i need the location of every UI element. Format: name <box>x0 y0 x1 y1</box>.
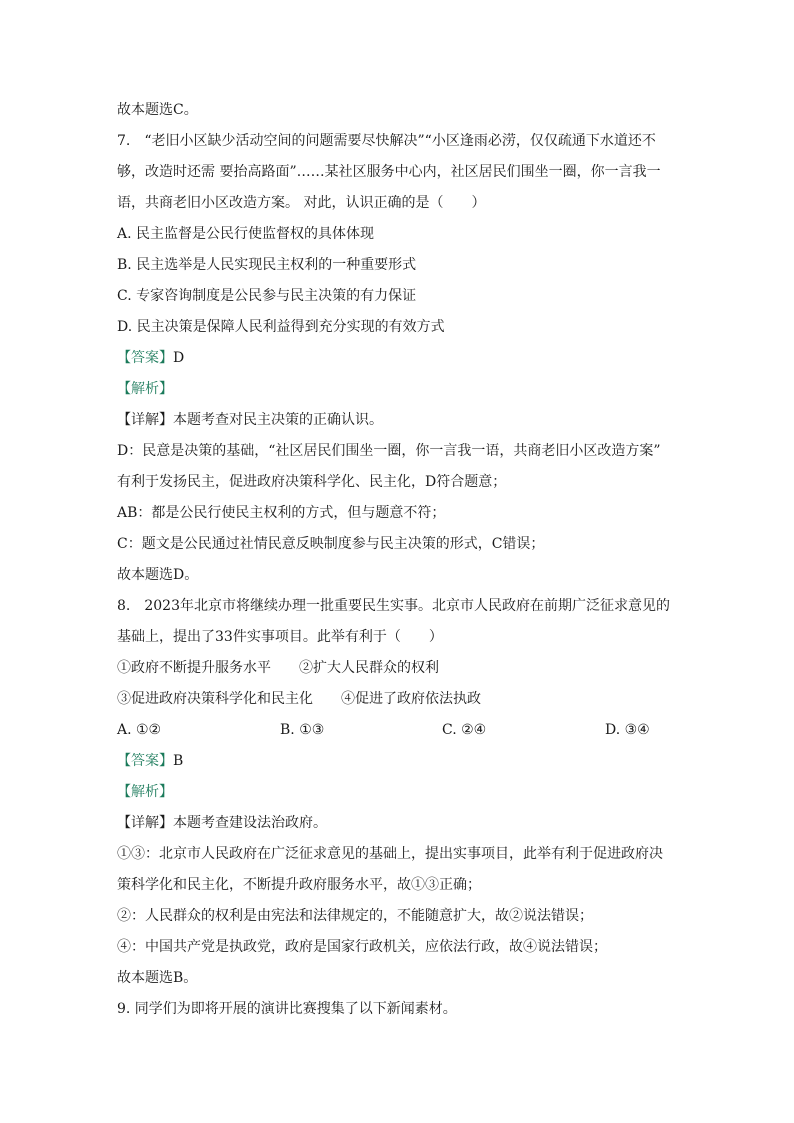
q7-stem-line: 7. “老旧小区缺少活动空间的问题需要尽快解决”“小区逢雨必涝，仅仅疏通下水道还不 <box>117 133 656 149</box>
q8-explanation-13: ①③：北京市人民政府在广泛征求意见的基础上，提出实事项目，此举有利于促进政府决 <box>117 846 663 862</box>
question-8 <box>117 596 682 988</box>
analysis-label: 【解析】 <box>117 381 173 397</box>
q7-answer <box>117 348 682 368</box>
q7-option-b: B. 民主选举是人民实现民主权利的一种重要形式 <box>117 257 417 273</box>
q9-stem-line: 9. 同学们为即将开展的演讲比赛搜集了以下新闻素材。 <box>117 1001 457 1017</box>
q8-analysis-label <box>117 782 682 802</box>
q7-option-c: C. 专家咨询制度是公民参与民主决策的有力保证 <box>117 288 417 304</box>
answer-value: B <box>173 753 184 769</box>
q8-explanation-4: ④：中国共产党是执政党，政府是国家行政机关，应依法行政，故④说法错误； <box>117 939 607 955</box>
q8-statements: ①政府不断提升服务水平 ②扩大人民群众的权利 <box>117 660 439 676</box>
detail-text: 本题考查建设法治政府。 <box>173 815 327 831</box>
q8-choice-b: B. ①③ <box>280 722 325 738</box>
q7-stem-line: 够，改造时还需 要抬高路面”……某社区服务中心内，社区居民们围坐一圈，你一言我一 <box>117 164 661 180</box>
q8-choice-a: A. ①② <box>117 722 162 738</box>
q8-detail <box>117 813 682 833</box>
q8-stem-line: 基础上，提出了33件实事项目。此举有利于（ ） <box>117 629 443 645</box>
q8-choices <box>117 720 667 740</box>
detail-text: 本题考查对民主决策的正确认识。 <box>173 412 383 428</box>
q7-analysis-label <box>117 379 682 399</box>
q7-explanation-d: 有利于发扬民主，促进政府决策科学化、民主化，D符合题意； <box>117 474 507 490</box>
answer-label: 【答案】 <box>117 350 173 366</box>
question-7 <box>117 131 682 585</box>
detail-label: 【详解】 <box>117 815 173 831</box>
q6-conclusion: 故本题选C。 <box>117 102 198 118</box>
q7-option-d: D. 民主决策是保障人民利益得到充分实现的有效方式 <box>117 319 445 335</box>
q8-choice-c: C. ②④ <box>442 722 487 738</box>
q7-explanation-c: C：题文是公民通过社情民意反映制度参与民主决策的形式，C错误； <box>117 536 545 552</box>
q8-statements: ③促进政府决策科学化和民主化 ④促进了政府依法执政 <box>117 691 481 707</box>
q8-conclusion: 故本题选B。 <box>117 970 198 986</box>
q7-option-a: A. 民主监督是公民行使监督权的具体体现 <box>117 226 375 242</box>
answer-label: 【答案】 <box>117 753 173 769</box>
answer-value: D <box>173 350 185 366</box>
q7-detail <box>117 410 682 430</box>
q7-stem-line: 语，共商老旧小区改造方案。 对此，认识正确的是（ ） <box>117 195 486 211</box>
analysis-label: 【解析】 <box>117 784 173 800</box>
q7-explanation-ab: AB：都是公民行使民主权利的方式，但与题意不符； <box>117 505 446 521</box>
q8-explanation-2: ②：人民群众的权利是由宪法和法律规定的，不能随意扩大，故②说法错误； <box>117 908 593 924</box>
document-page <box>117 100 682 1019</box>
detail-label: 【详解】 <box>117 412 173 428</box>
q8-choice-d: D. ③④ <box>605 722 650 738</box>
q7-conclusion: 故本题选D。 <box>117 567 199 583</box>
q8-answer <box>117 751 682 771</box>
question-9 <box>117 999 682 1019</box>
q7-explanation-d: D：民意是决策的基础，“社区居民们围坐一圈，你一言我一语，共商老旧小区改造方案” <box>117 443 661 459</box>
q8-explanation-13: 策科学化和民主化，不断提升政府服务水平，故①③正确； <box>117 877 481 893</box>
q8-stem-line: 8. 2023年北京市将继续办理一批重要民生实事。北京市人民政府在前期广泛征求意见的 <box>117 598 670 614</box>
